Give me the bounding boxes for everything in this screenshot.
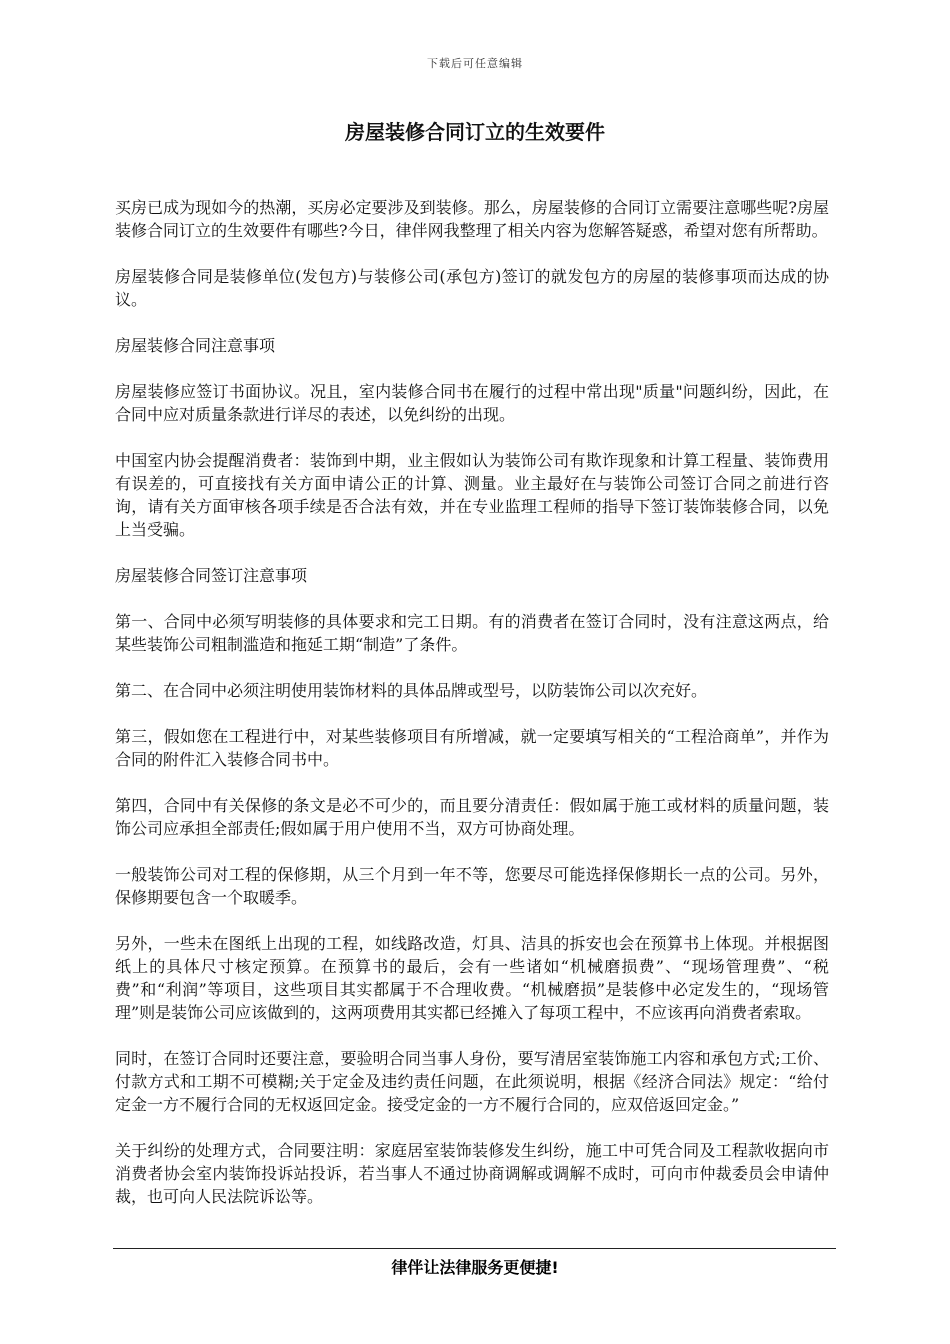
paragraph-definition: 房屋装修合同是装修单位(发包方)与装修公司(承包方)签订的就发包方的房屋的装修事项而达成的协议。: [115, 267, 829, 309]
section-heading-notes: 房屋装修合同注意事项: [115, 336, 276, 355]
paragraph-identity-deposit: 同时，在签订合同时还要注意，要验明合同当事人身份，要写清居室装饰施工内容和承包方式;工价、付款方式和工期不可模糊;关于定金及违约责任问题，在此须说明，根据《经济合同法》规定：“给付定金一方不履行合同的无权返回定金。接受定金的一方不履行合同的，应双倍返回定金。”: [115, 1049, 829, 1114]
document-title: 房屋装修合同订立的生效要件: [345, 120, 605, 144]
paragraph-warranty: 一般装饰公司对工程的保修期，从三个月到一年不等，您要尽可能选择保修期长一点的公司。另外，保修期要包含一个取暖季。: [115, 865, 829, 907]
paragraph-intro: 买房已成为现如今的热潮，买房必定要涉及到装修。那么，房屋装修的合同订立需要注意哪些呢?房屋装修合同订立的生效要件有哪些?今日，律伴网我整理了相关内容为您解答疑惑，希望对您有所帮助。: [115, 198, 829, 240]
paragraph-item-2: 第二、在合同中必须注明使用装饰材料的具体品牌或型号，以防装饰公司以次充好。: [115, 681, 708, 700]
document-body: [115, 196, 829, 1231]
footer-divider: [113, 1248, 836, 1249]
paragraph-written-agreement: 房屋装修应签订书面协议。况且，室内装修合同书在履行的过程中常出现"质量"问题纠纷，因此，在合同中应对质量条款进行详尽的表述，以免纠纷的出现。: [115, 382, 829, 424]
paragraph-item-1: 第一、合同中必须写明装修的具体要求和完工日期。有的消费者在签订合同时，没有注意这两点，给某些装饰公司粗制滥造和拖延工期“制造”了条件。: [115, 612, 829, 654]
download-note: 下载后可任意编辑: [427, 57, 523, 70]
paragraph-association-reminder: 中国室内协会提醒消费者：装饰到中期，业主假如认为装饰公司有欺诈现象和计算工程量、装饰费用有误差的，可直接找有关方面申请公正的计算、测量。业主最好在与装饰公司签订合同之前进行咨询，请有关方面审核各项手续是否合法有效，并在专业监理工程师的指导下签订装饰装修合同，以免上当受骗。: [115, 451, 829, 539]
paragraph-item-3: 第三，假如您在工程进行中，对某些装修项目有所增减，就一定要填写相关的“工程洽商单”，并作为合同的附件汇入装修合同书中。: [115, 727, 829, 769]
paragraph-budget: 另外，一些未在图纸上出现的工程，如线路改造，灯具、洁具的拆安也会在预算书上体现。并根据图纸上的具体尺寸核定预算。在预算书的最后，会有一些诸如“机械磨损费”、“现场管理费”、“税费”和“利润”等项目，这些项目其实都属于不合理收费。“机械磨损”是装修中必定发生的，“现场管理”则是装饰公司应该做到的，这两项费用其实都已经摊入了每项工程中，不应该再向消费者索取。: [115, 934, 829, 1022]
footer-slogan: 律伴让法律服务更便捷!: [391, 1258, 559, 1277]
paragraph-item-4: 第四，合同中有关保修的条文是必不可少的，而且要分清责任：假如属于施工或材料的质量问题，装饰公司应承担全部责任;假如属于用户使用不当，双方可协商处理。: [115, 796, 829, 838]
paragraph-dispute: 关于纠纷的处理方式，合同要注明：家庭居室装饰装修发生纠纷，施工中可凭合同及工程款收据向市消费者协会室内装饰投诉站投诉，若当事人不通过协商调解或调解不成时，可向市仲裁委员会申请仲裁，也可向人民法院诉讼等。: [115, 1141, 829, 1206]
section-heading-signing-notes: 房屋装修合同签订注意事项: [115, 566, 308, 585]
